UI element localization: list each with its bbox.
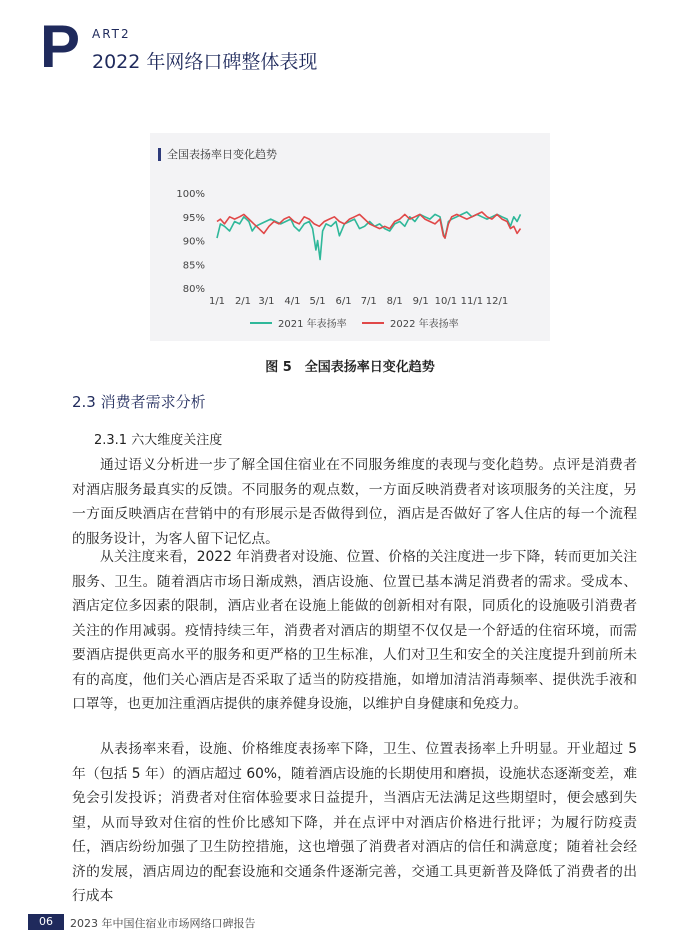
x-tick-label: 11/1 [460,296,484,307]
x-tick-label: 8/1 [386,296,403,307]
figure-caption: 图 5 全国表扬率日变化趋势 [265,360,435,375]
part-label: ART2 [92,27,131,41]
x-tick-label: 5/1 [309,296,326,307]
chart-title: 全国表扬率日变化趋势 [167,148,277,161]
x-tick-label: 4/1 [284,296,301,307]
x-tick-label: 12/1 [485,296,509,307]
y-tick-label: 80% [182,284,205,295]
y-tick-label: 100% [176,189,205,200]
footer-title: 2023 年中国住宿业市场网络口碑报告 [70,917,256,930]
paragraph: 通过语义分析进一步了解全国住宿业在不同服务维度的表现与变化趋势。点评是消费者对酒店服务最真实的反馈。不同服务的观点数，一方面反映消费者对该项服务的关注度，另一方面反映酒店在营销中的有形展示是否做得到位，酒店是否做好了客人住店的每一个流程的服务设计，为客人留下记忆点。 [72,457,637,547]
line-chart [150,133,550,341]
x-tick-label: 9/1 [412,296,429,307]
sub-heading: 2.3.1 六大维度关注度 [94,433,223,448]
y-tick-label: 90% [182,236,205,248]
series-line-1 [217,212,521,260]
x-tick-label: 3/1 [258,296,275,307]
page-number: 06 [28,914,64,930]
paragraph: 从关注度来看，2022 年消费者对设施、位置、价格的关注度进一步下降，转而更加关注服务、卫生。随着酒店市场日渐成熟，酒店设施、位置已基本满足消费者的需求。受成本、酒店定位多因素的限制，酒店业者在设施上能做的创新相对有限，同质化的设施吸引消费者关注的作用减弱。疫情持续三年，消费者对酒店的期望不仅仅是一个舒适的住宿环境，而需要酒店提供更高水平的服务和更严格的卫生标准，人们对卫生和安全的关注度提升到前所未有的高度，他们关心酒店是否采取了适当的防疫措施，如增加清洁消毒频率、提供洗手液和口罩等，也更加注重酒店提供的康养健身设施，以维护自身健康和免疫力。 [72,549,637,712]
paragraph: 从表扬率来看，设施、价格维度表扬率下降，卫生、位置表扬率上升明显。开业超过 5 年（包括 5 年）的酒店超过 60%，随着酒店设施的长期使用和磨损，设施状态逐渐变差，难免会引发投诉；消费者对住宿体验要求日益提升，当酒店无法满足这些期望时，便会感到失望，从而导致对住宿的性价比感知下降，并在点评中对酒店价格进行批评；为履行防疫责任，酒店纷纷加强了卫生防控措施，这也增强了消费者对酒店的信任和满意度；随着社会经济的发展，酒店周边的配套设施和交通条件逐渐完善，交通工具更新普及降低了消费者的出行成本 [72,741,637,904]
legend-label: 2022 年表扬率 [390,319,459,330]
x-tick-label: 6/1 [335,296,352,307]
y-tick-label: 85% [182,260,205,272]
x-tick-label: 7/1 [360,296,377,307]
series-line-2 [217,212,521,238]
legend-label: 2021 年表扬率 [278,319,347,330]
page-title: 2022 年网络口碑整体表现 [92,51,318,73]
x-tick-label: 1/1 [208,296,226,307]
part-letter: P [40,13,81,80]
section-heading: 2.3 消费者需求分析 [72,393,206,411]
x-tick-label: 10/1 [434,296,458,307]
x-tick-label: 2/1 [234,296,252,307]
y-tick-label: 95% [182,212,205,224]
